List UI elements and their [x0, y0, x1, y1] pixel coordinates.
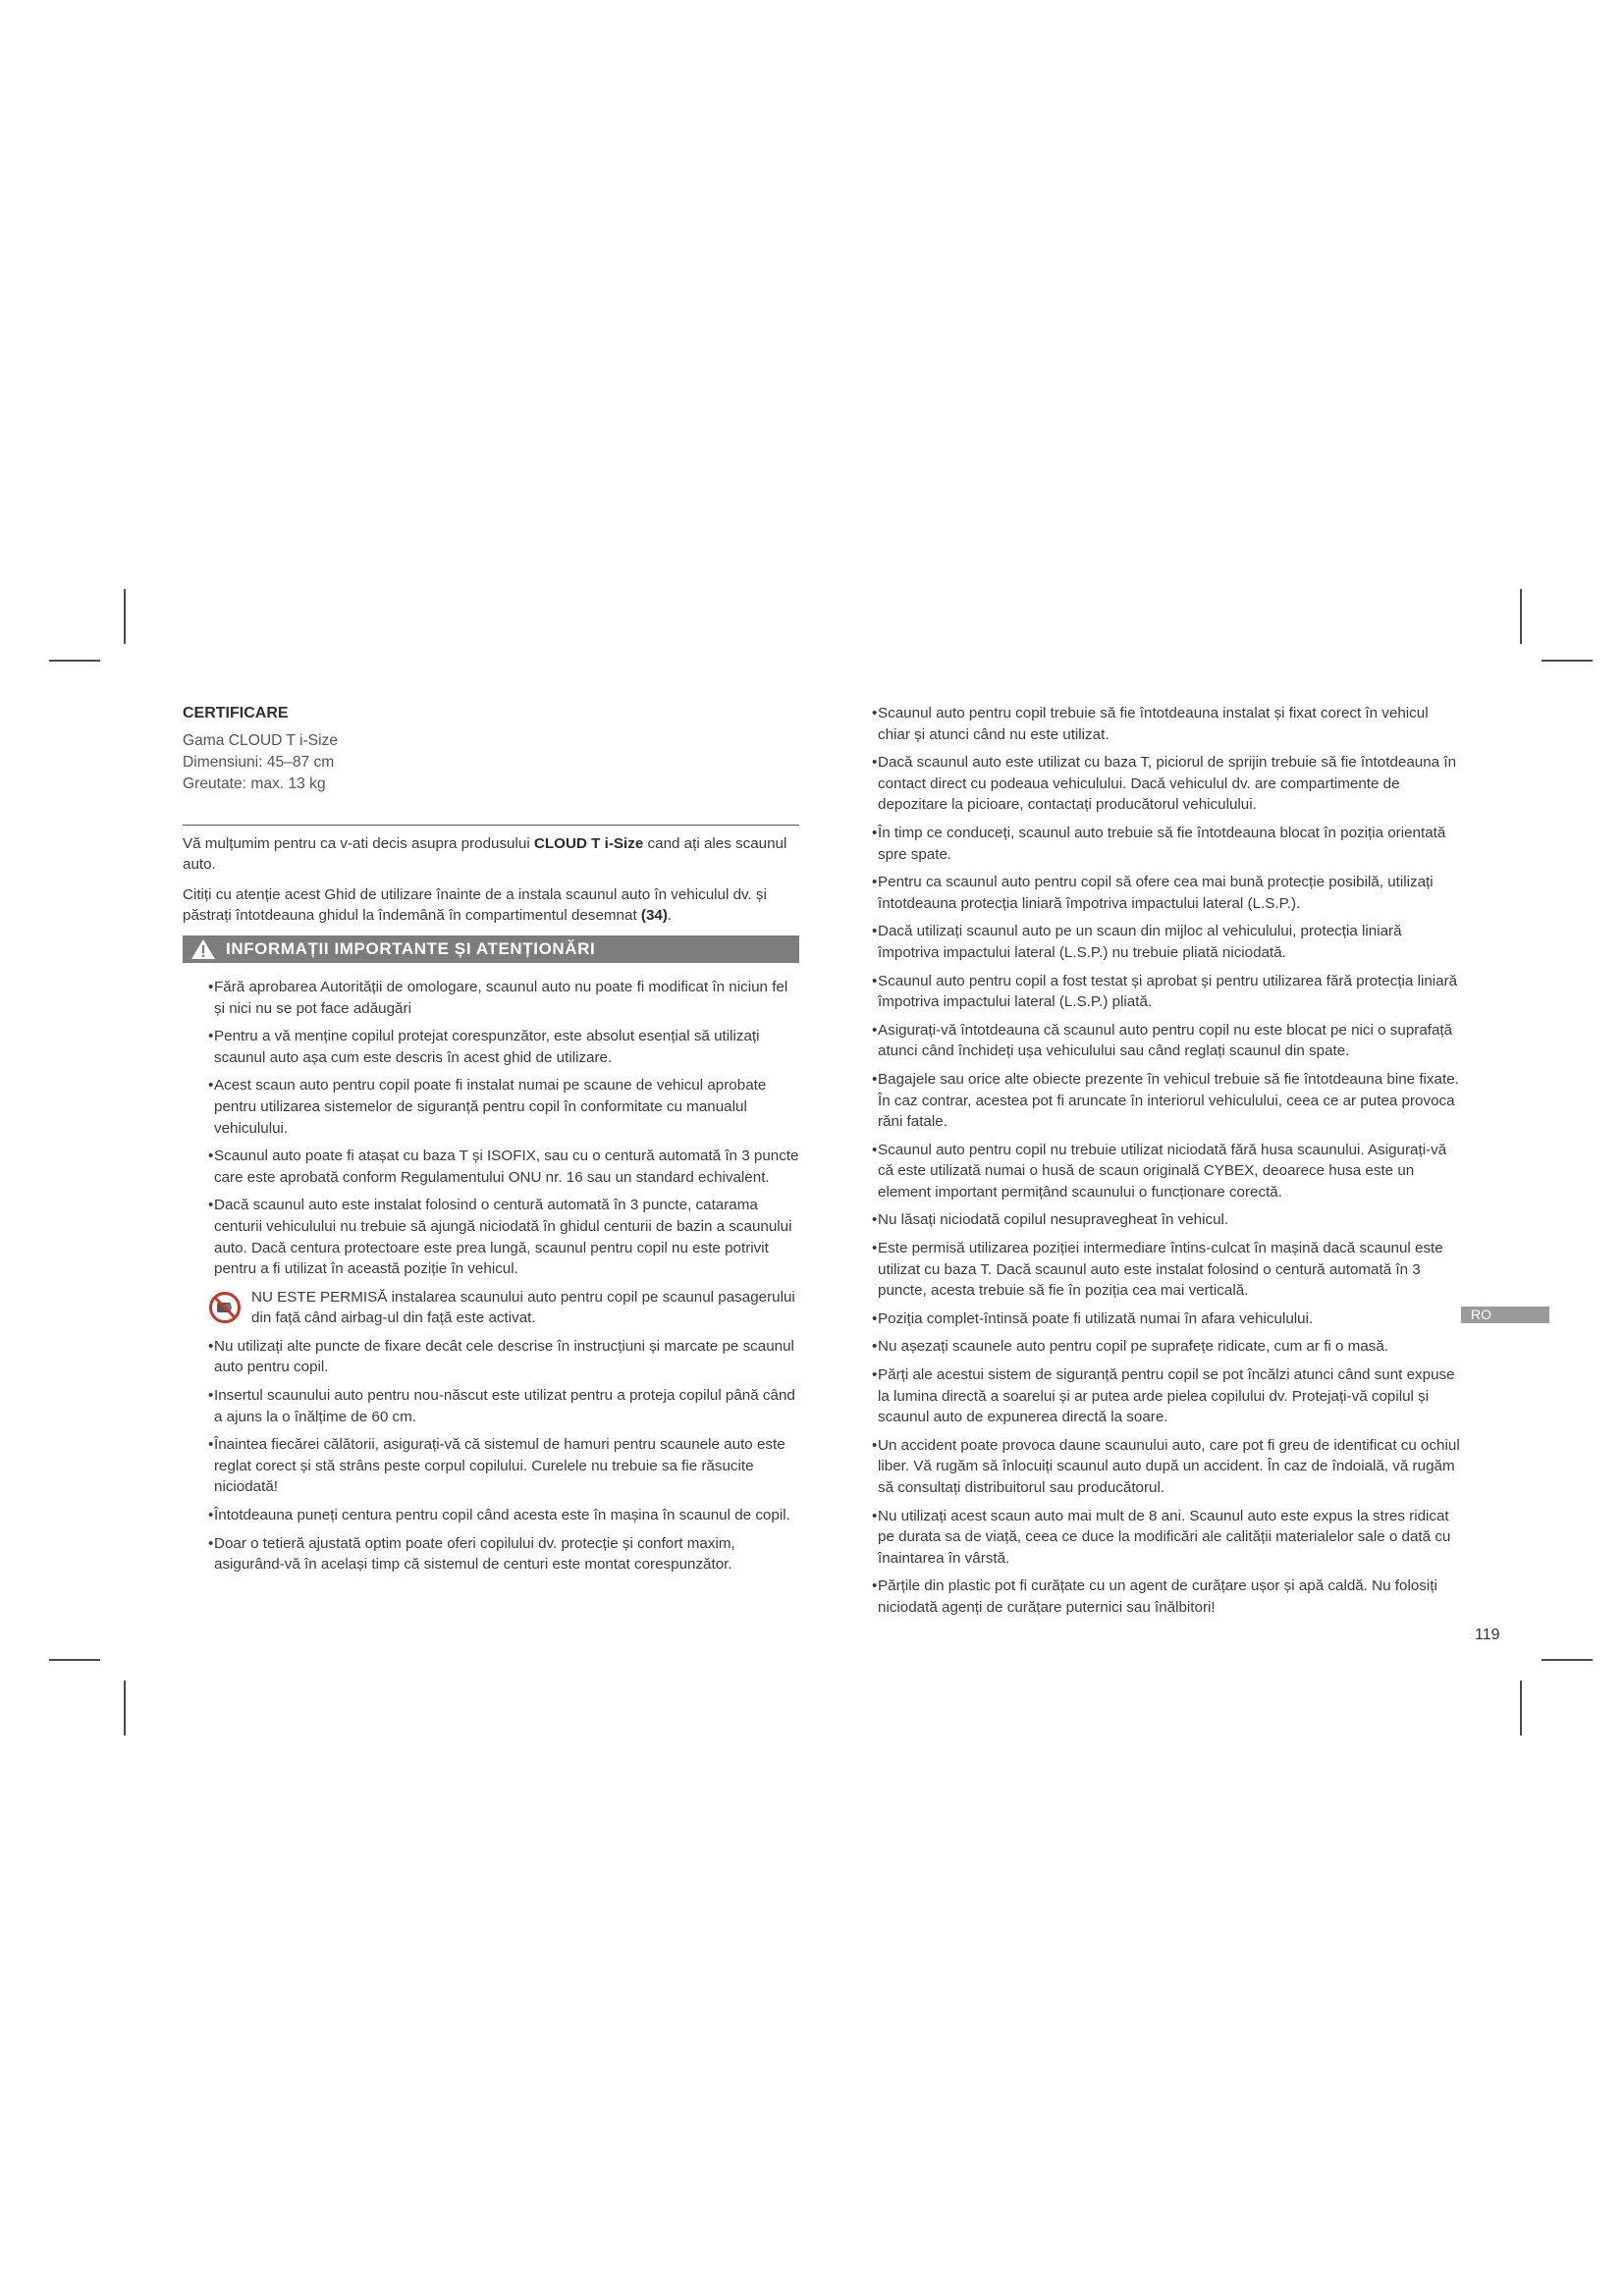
list-item: • Întotdeauna puneți centura pentru copil când acesta este în mașina în scaunul de copil. — [183, 1505, 799, 1526]
intro-paragraph-read — [183, 884, 799, 927]
warning-header-title: INFORMAȚII IMPORTANTE ȘI ATENȚIONĂRI — [226, 938, 596, 958]
section-divider — [183, 825, 799, 826]
list-item: • Părțile din plastic pot fi curățate cu un agent de curățare ușor și apă caldă. Nu folosiți niciodată agenți de curățare puternici sau înălbitori! — [872, 1575, 1461, 1618]
certification-title: CERTIFICARE — [183, 705, 289, 721]
intro-text: Citiți cu atenție acest Ghid de utilizare înainte de a instala scaunul auto în vehiculul dv. și păstrați întotdeauna ghidul la îndemână în compartimentul desemnat — [183, 885, 767, 925]
list-item: • Scaunul auto pentru copil trebuie să fie întotdeauna instalat și fixat corect în vehicul chiar și atunci când nu este utilizat. — [872, 703, 1461, 745]
list-item: • Scaunul auto pentru copil nu trebuie utilizat niciodată fără husa scaunului. Asigurați-vă că este utilizată numai o husă de scaun originală CYBEX, deoarece husa este un element important permițând scaunului o funcționare corectă. — [872, 1140, 1461, 1203]
intro-text: cand ați ales scaunul auto. — [183, 834, 787, 874]
intro-text: Vă mulțumim pentru ca v-ati decis asupra produsului — [183, 834, 534, 852]
no-airbag-icon — [208, 1291, 242, 1324]
certification-line: Gama CLOUD T i-Size — [183, 731, 339, 749]
crop-mark-bottom-right-horizontal — [1542, 1659, 1593, 1661]
warnings-list-left-b — [183, 1336, 799, 1575]
list-item: • Dacă scaunul auto este instalat folosind o centură automată în 3 puncte, catarama centurii vehiculului nu trebuie să ajungă niciodată în ghidul centurii de bazin a scaunului auto. Dacă centura protectoare este prea lungă, scaunul pentru copil nu este potrivit pentru a fi utilizat în această poziție în vehicul. — [183, 1195, 799, 1279]
list-item: • Nu utilizați acest scaun auto mai mult de 8 ani. Scaunul auto este expus la stres ridicat pe durata sa de viață, ceea ce duce la modificări ale calității materialelor sale o dată cu înaintarea în vârstă. — [872, 1506, 1461, 1570]
crop-mark-bottom-left-horizontal — [49, 1659, 100, 1661]
list-item: • Bagajele sau orice alte obiecte prezente în vehicul trebuie să fie întotdeauna bine fixate. În caz contrar, acestea pot fi aruncate în interiorul vehiculului, ceea ce ar putea provoca răni fatale. — [872, 1069, 1461, 1133]
warnings-list-left-a — [183, 977, 799, 1280]
list-item: • Nu utilizați alte puncte de fixare decât cele descrise în instrucțiuni și marcate pe scaunul auto pentru copil. — [183, 1336, 799, 1378]
list-item: • Dacă utilizați scaunul auto pe un scaun din mijloc al vehiculului, protecția liniară împotriva impactului lateral (L.S.P.) nu trebuie pliată niciodată. — [872, 921, 1461, 963]
language-tab: RO — [1461, 1307, 1549, 1323]
crop-mark-bottom-right-vertical — [1520, 1681, 1522, 1735]
list-item: • Nu lăsați niciodată copilul nesupravegheat în vehicul. — [872, 1209, 1461, 1231]
left-column — [183, 703, 799, 1582]
warning-triangle-icon — [190, 938, 216, 960]
list-item: • Asigurați-vă întotdeauna că scaunul auto pentru copil nu este blocat pe nici o suprafață atunci când închideți ușa vehiculului sau când reglați scaunul din spate. — [872, 1020, 1461, 1062]
list-item: • Este permisă utilizarea poziției intermediare întins-culcat în mașină dacă scaunul este utilizat cu baza T. Dacă scaunul auto este instalat folosind o centură automată în 3 puncte, acesta trebuie să fie în poziția cea mai verticală. — [872, 1238, 1461, 1302]
crop-mark-top-right-horizontal — [1542, 660, 1593, 662]
page-number: 119 — [1475, 1627, 1500, 1643]
list-item: • În timp ce conduceți, scaunul auto trebuie să fie întotdeauna blocat în poziția orientată spre spate. — [872, 823, 1461, 865]
right-column — [872, 703, 1461, 1626]
airbag-warning — [214, 1287, 799, 1329]
list-item: • Acest scaun auto pentru copil poate fi instalat numai pe scaune de vehicul aprobate pentru utilizarea sistemelor de siguranță pentru copil în conformitate cu manualul vehiculului. — [183, 1075, 799, 1139]
list-item: • Nu așezați scaunele auto pentru copil pe suprafețe ridicate, cum ar fi o masă. — [872, 1336, 1461, 1358]
list-item: • Scaunul auto pentru copil a fost testat și aprobat și pentru utilizarea fără protecția liniară împotriva impactului lateral (L.S.P.) pliată. — [872, 971, 1461, 1013]
product-name: CLOUD T i-Size — [533, 834, 644, 852]
list-item: • Insertul scaunului auto pentru nou-născut este utilizat pentru a proteja copilul până când a ajuns la o înălțime de 60 cm. — [183, 1385, 799, 1427]
certification-line: Dimensiuni: 45–87 cm — [183, 753, 335, 771]
list-item: • Pentru ca scaunul auto pentru copil să ofere cea mai bună protecție posibilă, utilizați întotdeauna protecția liniară împotriva impactului lateral (L.S.P.). — [872, 872, 1461, 914]
crop-mark-top-right-vertical — [1520, 589, 1522, 644]
crop-mark-top-left-vertical — [124, 589, 126, 644]
list-item: • Înaintea fiecărei călătorii, asigurați-vă că sistemul de hamuri pentru scaunele auto este reglat corect și stă strâns peste corpul copilului. Curelele nu trebuie sa fie răsucite niciodată! — [183, 1434, 799, 1498]
list-item: • Poziția complet-întinsă poate fi utilizată numai în afara vehiculului. — [872, 1308, 1461, 1330]
compartment-reference: (34) — [640, 907, 668, 925]
warnings-list-right — [872, 703, 1461, 1619]
list-item: • Pentru a vă menține copilul protejat corespunzător, este absolut esențial să utilizați scaunul auto așa cum este descris în acest ghid de utilizare. — [183, 1026, 799, 1068]
list-item: • Scaunul auto poate fi atașat cu baza T și ISOFIX, sau cu o centură automată în 3 puncte care este aprobată conform Regulamentului ONU nr. 16 sau un standard echivalent. — [183, 1146, 799, 1188]
crop-mark-bottom-left-vertical — [124, 1681, 126, 1735]
airbag-warning-text: NU ESTE PERMISĂ instalarea scaunului auto pentru copil pe scaunul pasagerului din față când airbag-ul din față este activat. — [251, 1288, 795, 1327]
crop-mark-top-left-horizontal — [49, 660, 100, 662]
warning-header-bar — [183, 935, 799, 963]
list-item: • Părți ale acestui sistem de siguranță pentru copil se pot încălzi atunci când sunt expuse la lumina directă a soarelui și ar putea arde pielea copilului dv. Protejați-vă copilul și scaunul auto de expunerea directă la soare. — [872, 1364, 1461, 1428]
list-item: • Fără aprobarea Autorității de omologare, scaunul auto nu poate fi modificat în niciun fel și nici nu se pot face adăugări — [183, 977, 799, 1019]
intro-text: . — [667, 907, 673, 925]
list-item: • Un accident poate provoca daune scaunului auto, care pot fi greu de identificat cu ochiul liber. Vă rugăm să înlocuiți scaunul auto după un accident. În caz de îndoială, vă rugăm să consultați distribuitorul sau producătorul. — [872, 1435, 1461, 1499]
certification-line: Greutate: max. 13 kg — [183, 774, 326, 792]
list-item: • Doar o tetieră ajustată optim poate oferi copilului dv. protecție și confort maxim, asigurând-vă în același timp că sistemul de centuri este montat corespunzător. — [183, 1533, 799, 1575]
list-item: • Dacă scaunul auto este utilizat cu baza T, piciorul de sprijin trebuie să fie întotdeauna în contact direct cu podeaua vehiculului. Dacă vehiculul dv. are compartimente de depozitare la picioare, contactați producătorul vehiculului. — [872, 752, 1461, 816]
certification-block — [183, 703, 799, 795]
intro-paragraph-thanks — [183, 833, 799, 876]
